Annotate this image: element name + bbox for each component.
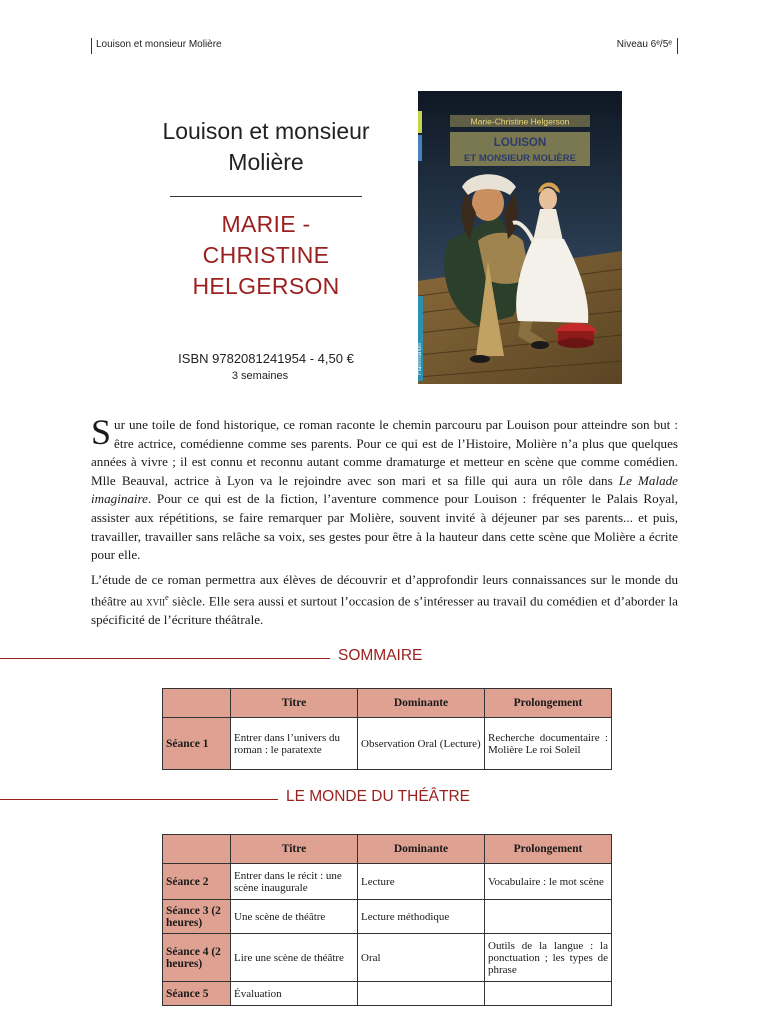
- dominante-cell: Oral: [358, 934, 485, 982]
- study-duration: 3 semaines: [231, 370, 289, 382]
- section-title: LE MONDE DU THÉÂTRE: [286, 788, 471, 805]
- cover-author: Marie-Christine Helgerson: [470, 116, 570, 127]
- header-cell: [163, 835, 231, 864]
- titre-cell: Entrer dans l’univers du roman : le paratexte: [231, 718, 358, 770]
- seance-cell: Séance 4 (2 heures): [163, 934, 231, 982]
- header-cell: Prolongement: [485, 835, 612, 864]
- intro-paragraph-1: [91, 412, 678, 565]
- cover-title-line2: ET MONSIEUR MOLIÈRE: [464, 153, 576, 164]
- titre-cell: Une scène de théâtre: [231, 900, 358, 934]
- prolongement-cell: Vocabulaire : le mot scène: [485, 864, 612, 900]
- sommaire-table: [162, 688, 612, 770]
- section-rule: [0, 799, 278, 800]
- dominante-cell: Lecture méthodique: [358, 900, 485, 934]
- header-cell: Prolongement: [485, 689, 612, 718]
- introduction-text: [91, 412, 678, 636]
- header-cell: Dominante: [358, 835, 485, 864]
- titre-cell: Évaluation: [231, 982, 358, 1006]
- dominante-cell: [358, 982, 485, 1006]
- prolongement-cell: Outils de la langue : la ponctuation ; les types de phrase: [485, 934, 612, 982]
- header-book-title: Louison et monsieur Molière: [91, 38, 222, 54]
- titre-cell: Lire une scène de théâtre: [231, 934, 358, 982]
- prolongement-cell: [485, 900, 612, 934]
- seance-cell: Séance 1: [163, 718, 231, 770]
- prolongement-cell: Recherche documentaire : Molière Le roi Soleil: [485, 718, 612, 770]
- book-author: MARIE - CHRISTINE HELGERSON: [192, 211, 340, 299]
- titre-cell: Entrer dans le récit : une scène inaugurale: [231, 864, 358, 900]
- intro-text-2a: L’étude de ce roman permettra aux élèves de découvrir et d’approfondir leurs connaissances sur le monde du théâtre au: [91, 571, 678, 609]
- table-row: [163, 900, 612, 934]
- seance-cell: Séance 3 (2 heures): [163, 900, 231, 934]
- intro-text-2b: siècle. Elle sera aussi et surtout l’occasion de s’intéresser au travail du comédien et d’aborder la spécificité de l’écriture théâtrale.: [91, 593, 678, 628]
- header-level: Niveau 6ᵉ/5ᵉ: [617, 38, 678, 54]
- title-block: [160, 116, 372, 302]
- monde-theatre-table: [162, 834, 612, 1006]
- table-row: [163, 934, 612, 982]
- header-cell: Dominante: [358, 689, 485, 718]
- intro-text-1a: ur une toile de fond historique, ce roman raconte le chemin parcouru par Louison pour atteindre son but : être actrice, comédienne comme ses parents. Pour ce qui est de l’Histoire, Molière n’a plus que quelques années à vivre ; il est connu et reconnu autant comme dramaturge et metteur en scène que comme comédien. Mlle Beauval, actrice à Lyon va le rejoindre avec son mari et sa fille qui aura un rôle dans: [91, 417, 678, 488]
- seance-cell: Séance 5: [163, 982, 231, 1006]
- header-cell: Titre: [231, 689, 358, 718]
- dominante-cell: Lecture: [358, 864, 485, 900]
- table-row: [163, 718, 612, 770]
- table-header-row: [163, 835, 612, 864]
- prolongement-cell: [485, 982, 612, 1006]
- book-cover-image: [418, 91, 622, 384]
- title-divider: [170, 196, 362, 197]
- header-cell: [163, 689, 231, 718]
- century-sup: e: [165, 593, 169, 603]
- table-row: [163, 864, 612, 900]
- drop-cap: S: [91, 412, 112, 452]
- section-rule: [0, 658, 330, 659]
- table-header-row: [163, 689, 612, 718]
- play-title: Le Malade imaginaire: [91, 472, 678, 507]
- dominante-cell: Observation Oral (Lecture): [358, 718, 485, 770]
- header-cell: Titre: [231, 835, 358, 864]
- seance-cell: Séance 2: [163, 864, 231, 900]
- table-row: [163, 982, 612, 1006]
- section-title: SOMMAIRE: [338, 647, 423, 664]
- intro-paragraph-2: [91, 571, 678, 630]
- century: xvii: [146, 593, 166, 609]
- intro-text-1b: . Pour ce qui est de la fiction, l’aventure commence pour Louison : fréquenter le Palais Royal, assister aux répétitions, se faire remarquer par Molière, souvent invité à déjeuner par ses parents... et puis, travailler, travailler sans relâche sa voix, ses gestes pour être à la hauteur dans cette scène que Molière a écrite pour elle.: [91, 491, 678, 563]
- section-sommaire: [0, 647, 440, 667]
- section-monde-theatre: [0, 788, 500, 808]
- cover-publisher: Flammarion: [417, 343, 423, 375]
- isbn-price: ISBN 9782081241954 - 4,50 €: [178, 351, 354, 366]
- book-title: Louison et monsieur Molière: [162, 118, 370, 175]
- cover-title-line1: LOUISON: [493, 137, 547, 149]
